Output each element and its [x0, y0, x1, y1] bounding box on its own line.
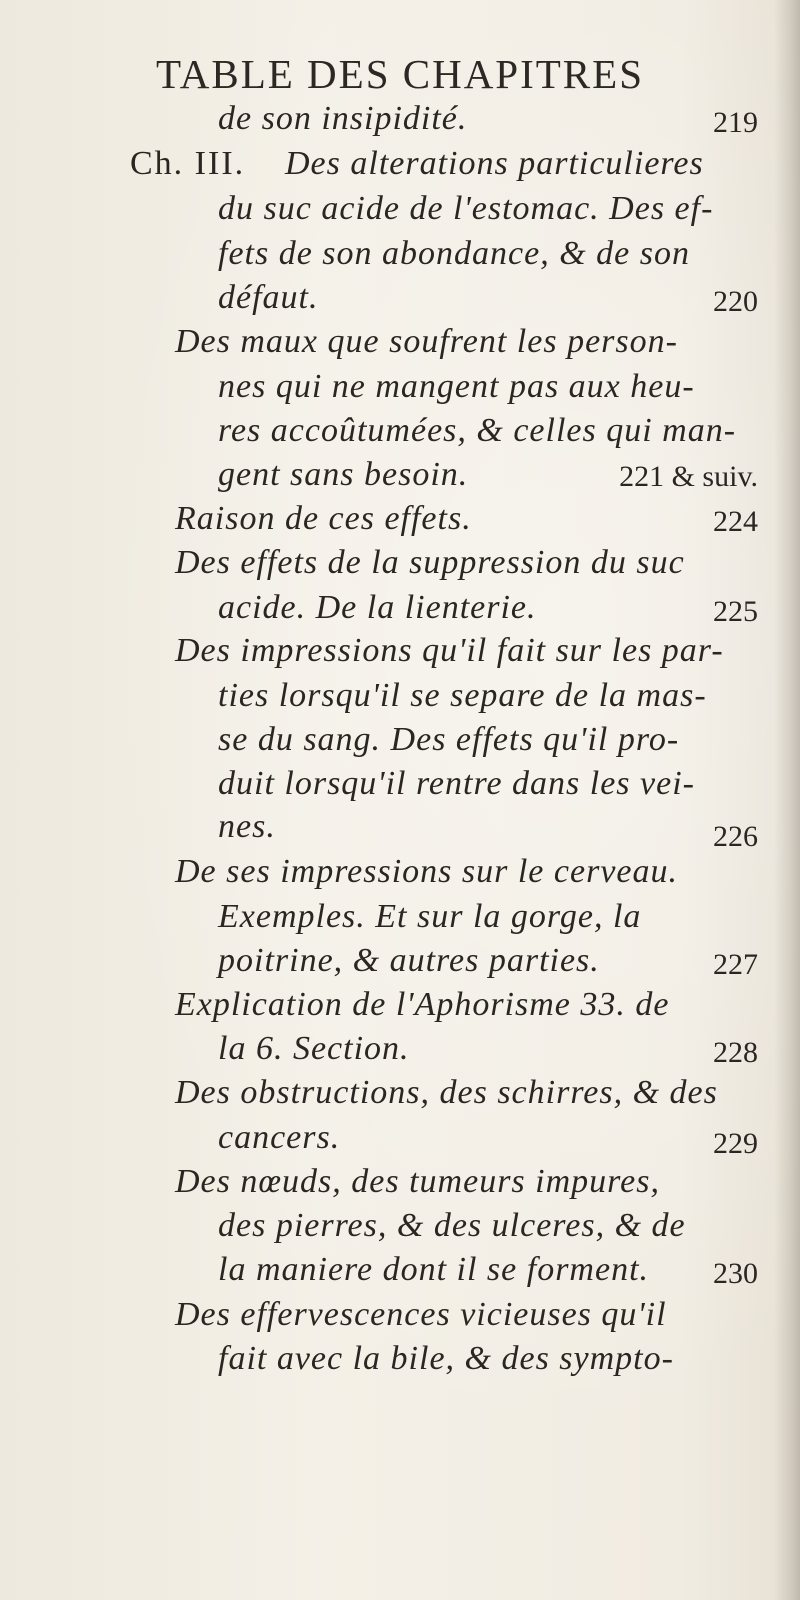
toc-line: Raison de ces effets.	[175, 500, 472, 537]
page-number: 219	[713, 106, 758, 139]
toc-line: duit lorsqu'il rentre dans les vei-	[218, 765, 695, 802]
toc-line: nes qui ne mangent pas aux heu-	[218, 368, 695, 405]
page-number: 227	[713, 948, 758, 981]
toc-line: Des effervescences vicieuses qu'il	[175, 1296, 667, 1333]
toc-line: Des obstructions, des schirres, & des	[175, 1074, 718, 1111]
toc-line: Des impressions qu'il fait sur les par-	[175, 632, 724, 669]
toc-line: fait avec la bile, & des sympto-	[218, 1340, 674, 1377]
running-head: TABLE DES CHAPITRES	[155, 51, 645, 97]
page-number: 224	[713, 505, 758, 538]
chapter-label: Ch. III.	[130, 145, 246, 182]
toc-line: nes.	[218, 808, 276, 845]
toc-line: gent sans besoin.	[218, 456, 469, 493]
toc-line: Exemples. Et sur la gorge, la	[218, 898, 642, 935]
toc-line: fets de son abondance, & de son	[218, 235, 690, 272]
toc-line: la 6. Section.	[218, 1030, 410, 1067]
toc-line: Des maux que soufrent les person-	[175, 323, 678, 360]
toc-line: Des effets de la suppression du suc	[175, 544, 685, 581]
toc-line: se du sang. Des effets qu'il pro-	[218, 721, 680, 758]
page-number: 221 & suiv.	[619, 460, 758, 493]
toc-line: défaut.	[218, 279, 319, 316]
toc-line: des pierres, & des ulceres, & de	[218, 1207, 686, 1244]
toc-line: ties lorsqu'il se separe de la mas-	[218, 677, 707, 714]
toc-line: du suc acide de l'estomac. Des ef-	[218, 190, 714, 227]
toc-line: Des nœuds, des tumeurs impures,	[175, 1163, 660, 1200]
page-number: 220	[713, 285, 758, 318]
toc-line: De ses impressions sur le cerveau.	[175, 853, 678, 890]
toc-line: Des alterations particulieres	[285, 145, 704, 182]
toc-line: de son insipidité.	[218, 100, 468, 137]
page-number: 228	[713, 1036, 758, 1069]
toc-line: Explication de l'Aphorisme 33. de	[175, 986, 670, 1023]
toc-line: la maniere dont il se forment.	[218, 1251, 650, 1288]
page-gutter-shadow	[774, 0, 800, 1600]
toc-line: cancers.	[218, 1119, 341, 1156]
page-number: 230	[713, 1257, 758, 1290]
page-number: 229	[713, 1127, 758, 1160]
page-number: 226	[713, 820, 758, 853]
page-number: 225	[713, 595, 758, 628]
toc-line: poitrine, & autres parties.	[218, 942, 600, 979]
toc-line: acide. De la lienterie.	[218, 589, 537, 626]
toc-line: res accoûtumées, & celles qui man-	[218, 412, 737, 449]
